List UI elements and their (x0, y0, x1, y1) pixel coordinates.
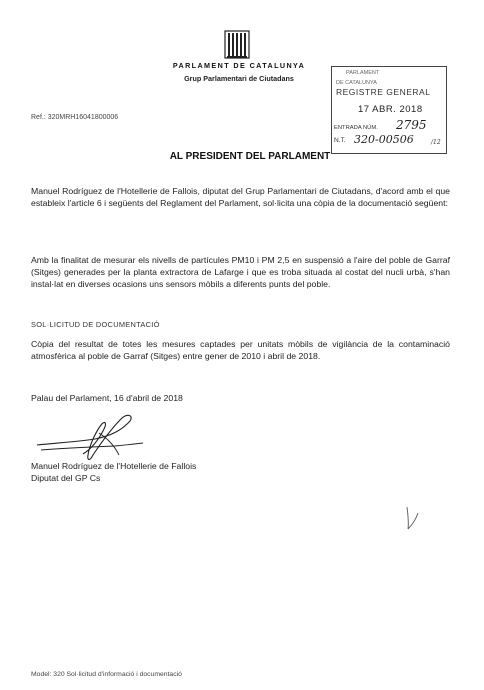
stamp-line2: DE CATALUNYA (336, 80, 377, 86)
stamp-date: 17 ABR. 2018 (358, 104, 423, 115)
reference: Ref.: 320MRH16041800006 (31, 114, 119, 121)
context-paragraph: Amb la finalitat de mesurar els nivells de partícules PM10 i PM 2,5 en suspensió a l'aire del poble de Garraf (Sitges) generades per la planta extractora de Lafarge i que es troba situada al costat del nucli urbà, s'han instal·lat en diverses ocasions uns sensors mòbils a diferents punts del poble. (31, 255, 450, 289)
place-date: Palau del Parlament, 16 d'abril de 2018 (31, 393, 183, 403)
signer-block (31, 460, 196, 484)
handwritten-signature (35, 403, 145, 465)
group-name: Grup Parlamentari de Ciutadans (184, 74, 294, 83)
institution-name: PARLAMENT DE CATALUNYA (172, 61, 306, 70)
registry-stamp (331, 66, 447, 154)
stamp-entry-number: 2795 (396, 118, 427, 132)
parliament-logo-icon (224, 30, 250, 60)
stamp-registry: REGISTRE GENERAL (336, 87, 431, 97)
stamp-entry-label: ENTRADA NÚM. (334, 125, 378, 131)
stamp-nt-suffix: /12 (431, 139, 441, 146)
addressee-heading: AL PRESIDENT DEL PARLAMENT (169, 151, 331, 162)
stamp-line1: PARLAMENT (346, 70, 380, 76)
handwritten-mark-icon (404, 505, 420, 531)
signer-role: Diputat del GP Cs (31, 473, 101, 483)
footer-model: Model: 320 Sol·licitud d'informació i documentació (31, 671, 182, 678)
section-heading: SOL·LICITUD DE DOCUMENTACIÓ (31, 320, 160, 329)
request-paragraph: Còpia del resultat de totes les mesures captades per unitats mòbils de vigilància de la contaminació atmosfèrica al poble de Garraf (Sitges) entre gener de 2010 i abril de 2018. (31, 339, 450, 361)
intro-paragraph: Manuel Rodríguez de l'Hotellerie de Fallois, diputat del Grup Parlamentari de Ciutadans, d'acord amb el que estableix l'article 6 i següents del Reglament del Parlament, sol·licita una còpia de la documentació següent: (31, 186, 450, 208)
stamp-nt-label: N.T. (334, 137, 346, 144)
stamp-nt-number: 320-00506 (354, 133, 414, 146)
signer-name: Manuel Rodríguez de l'Hotellerie de Fallois (31, 461, 197, 471)
